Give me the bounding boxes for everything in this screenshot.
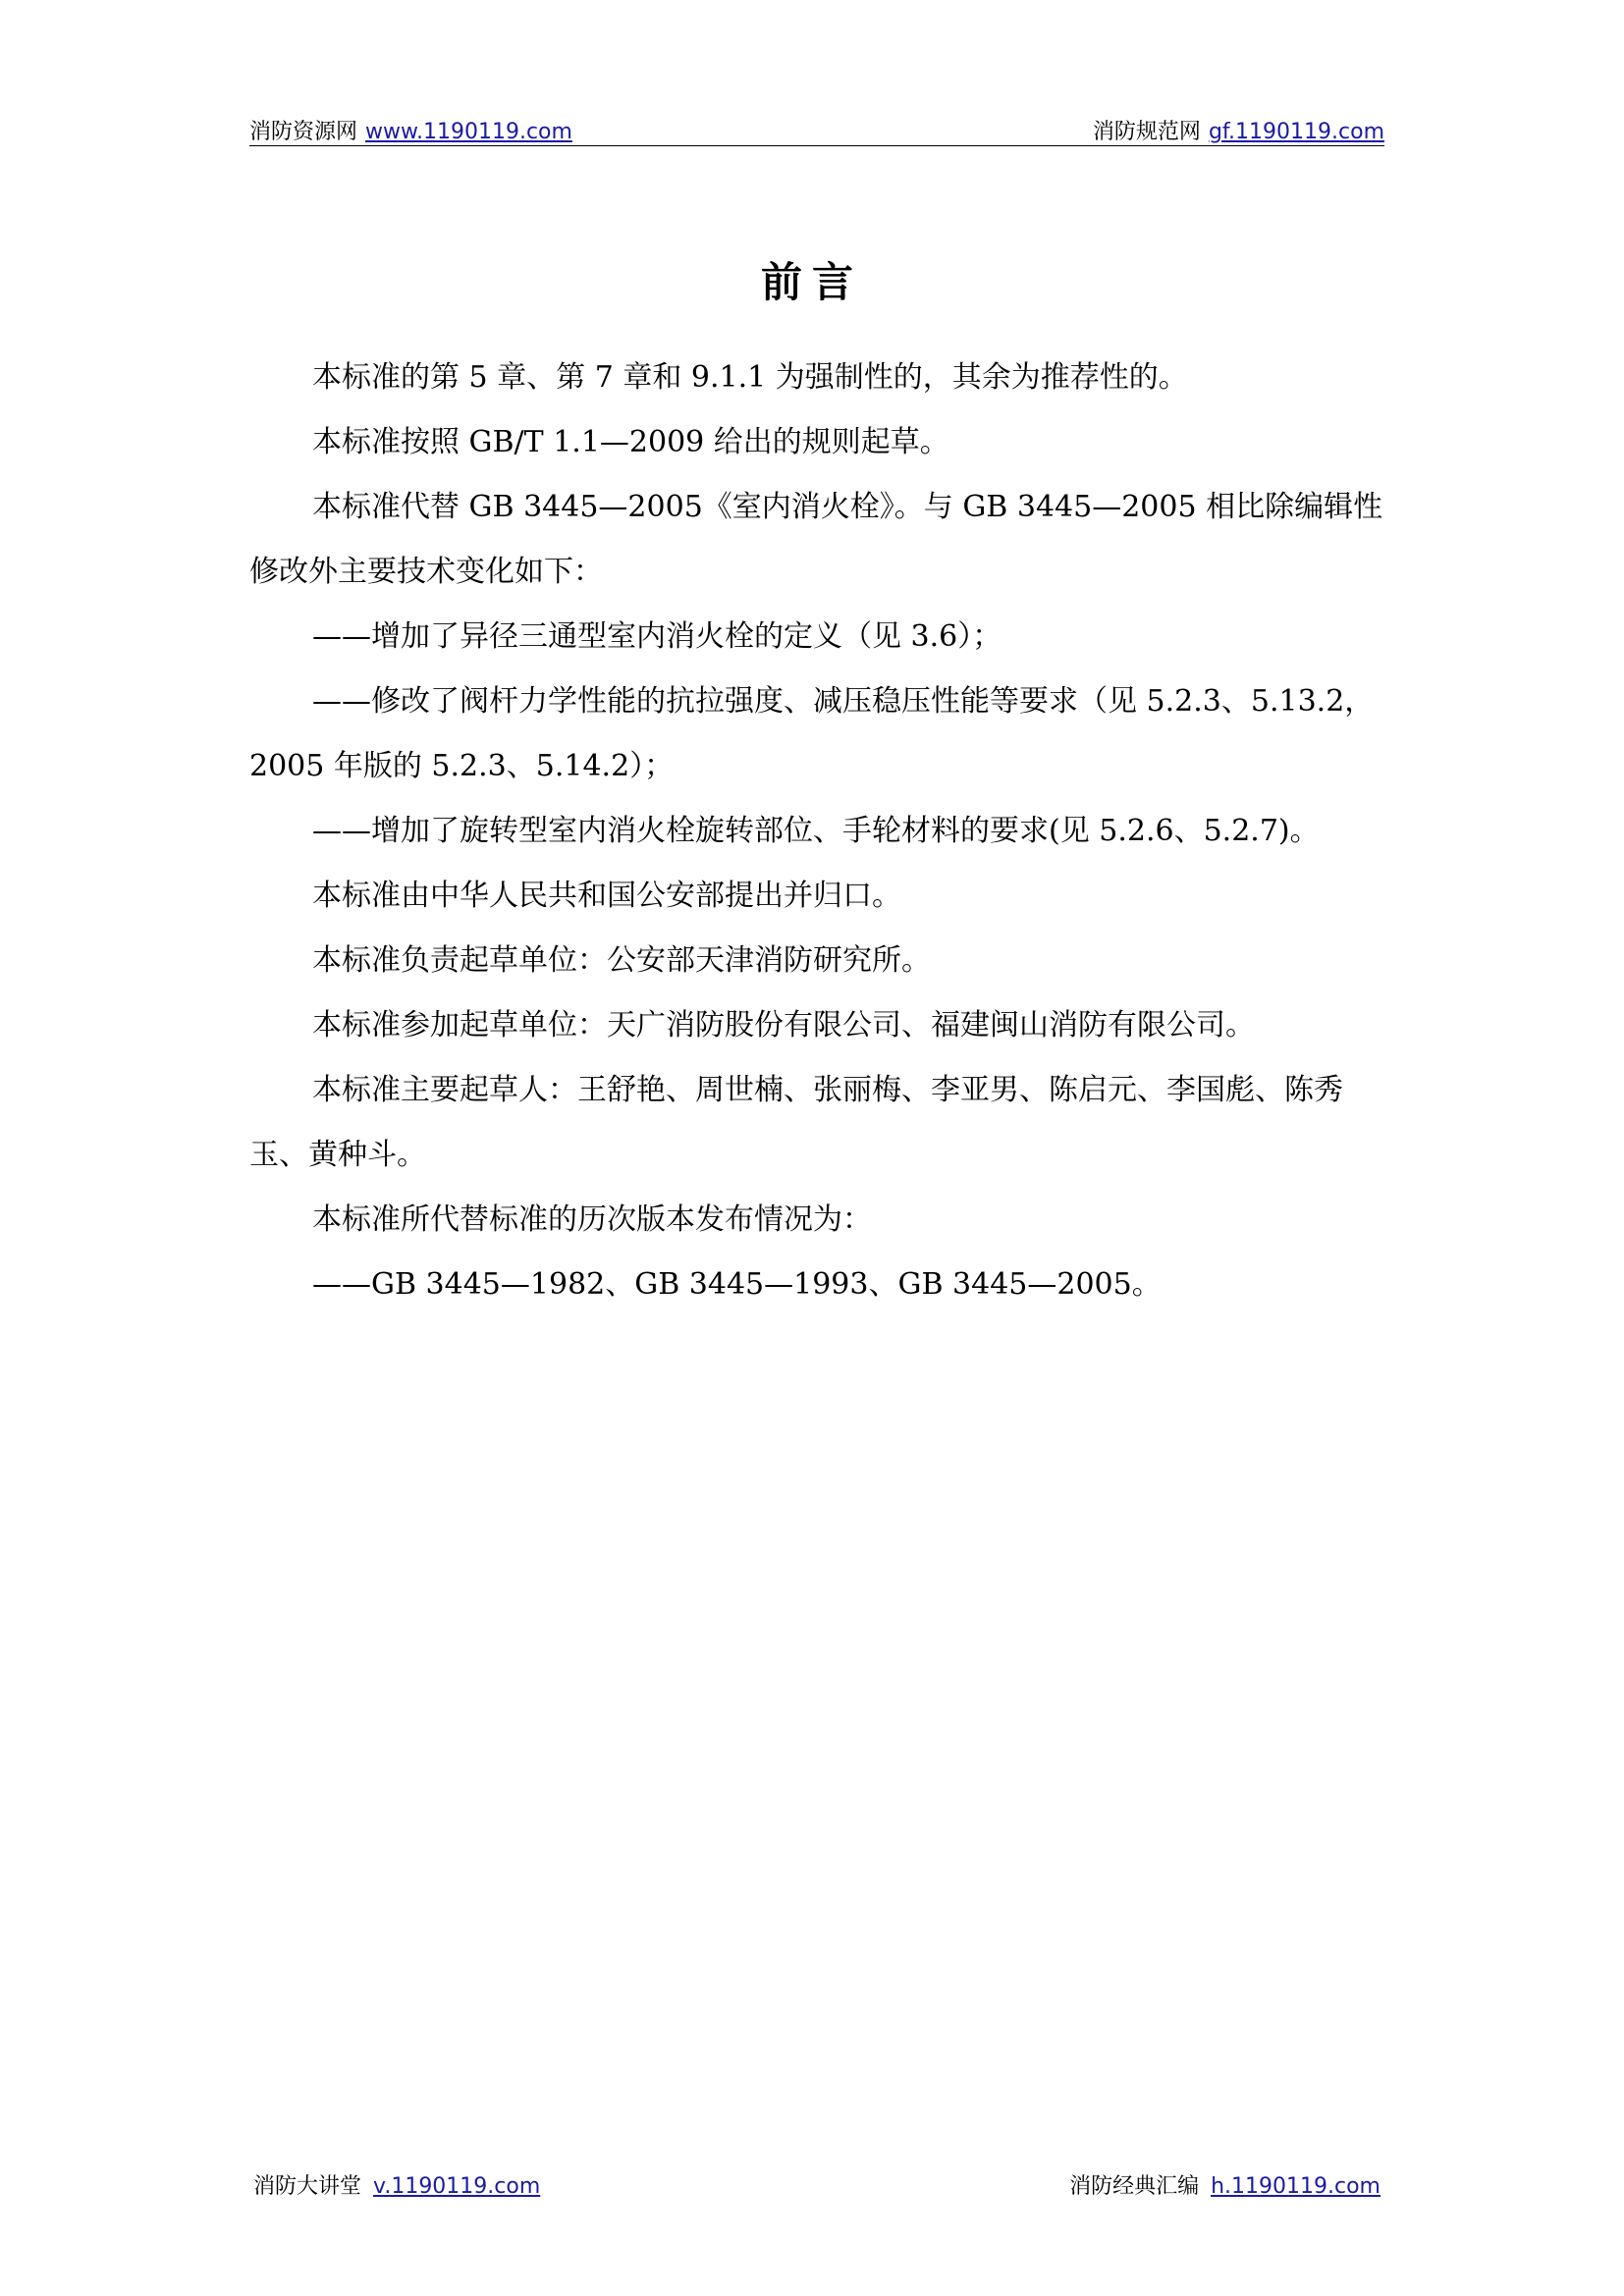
paragraph: 本标准代替 GB 3445—2005《室内消火栓》。与 GB 3445—2005 相比除编辑性修改外主要技术变化如下： bbox=[249, 490, 1383, 589]
paragraph: 本标准参加起草单位：天广消防股份有限公司、福建闽山消防有限公司。 bbox=[312, 1008, 1255, 1042]
footer-left-site-name: 消防大讲堂 bbox=[253, 2174, 362, 2199]
footer-left bbox=[253, 2169, 540, 2205]
list-item: ——增加了异径三通型室内消火栓的定义（见 3.6）； bbox=[312, 619, 1002, 654]
header-left-link[interactable]: www.1190119.com bbox=[365, 120, 572, 144]
list-item: ——增加了旋转型室内消火栓旋转部位、手轮材料的要求(见 5.2.6、5.2.7)。 bbox=[312, 814, 1320, 848]
paragraph: 本标准的第 5 章、第 7 章和 9.1.1 为强制性的，其余为推荐性的。 bbox=[312, 360, 1188, 395]
paragraph: 本标准按照 GB/T 1.1—2009 给出的规则起草。 bbox=[312, 425, 949, 459]
header-right bbox=[1093, 118, 1384, 147]
footer-right-site-name: 消防经典汇编 bbox=[1069, 2174, 1200, 2199]
list-item: ——修改了阀杆力学性能的抗拉强度、减压稳压性能等要求（见 5.2.3、5.13.2，2005 年版的 5.2.3、5.14.2）； bbox=[249, 684, 1375, 783]
footer-right-link[interactable]: h.1190119.com bbox=[1211, 2174, 1380, 2199]
header-right-link[interactable]: gf.1190119.com bbox=[1208, 120, 1384, 144]
foreword-body bbox=[249, 346, 1394, 1317]
paragraph: 本标准由中华人民共和国公安部提出并归口。 bbox=[312, 879, 901, 913]
page-header bbox=[249, 116, 1384, 146]
page-footer bbox=[249, 2169, 1384, 2205]
header-left-site-name: 消防资源网 bbox=[249, 120, 358, 144]
paragraph: 本标准负责起草单位：公安部天津消防研究所。 bbox=[312, 943, 931, 978]
paragraph: 本标准所代替标准的历次版本发布情况为： bbox=[312, 1202, 872, 1237]
page-title: 前言 bbox=[760, 258, 863, 306]
paragraph: 本标准主要起草人：王舒艳、周世楠、张丽梅、李亚男、陈启元、李国彪、陈秀玉、黄种斗。 bbox=[249, 1073, 1343, 1172]
footer-left-link[interactable]: v.1190119.com bbox=[373, 2174, 541, 2199]
list-item: ——GB 3445—1982、GB 3445—1993、GB 3445—2005。 bbox=[312, 1267, 1162, 1302]
header-right-site-name: 消防规范网 bbox=[1092, 120, 1201, 144]
header-left bbox=[249, 118, 572, 147]
footer-right bbox=[1069, 2169, 1380, 2205]
